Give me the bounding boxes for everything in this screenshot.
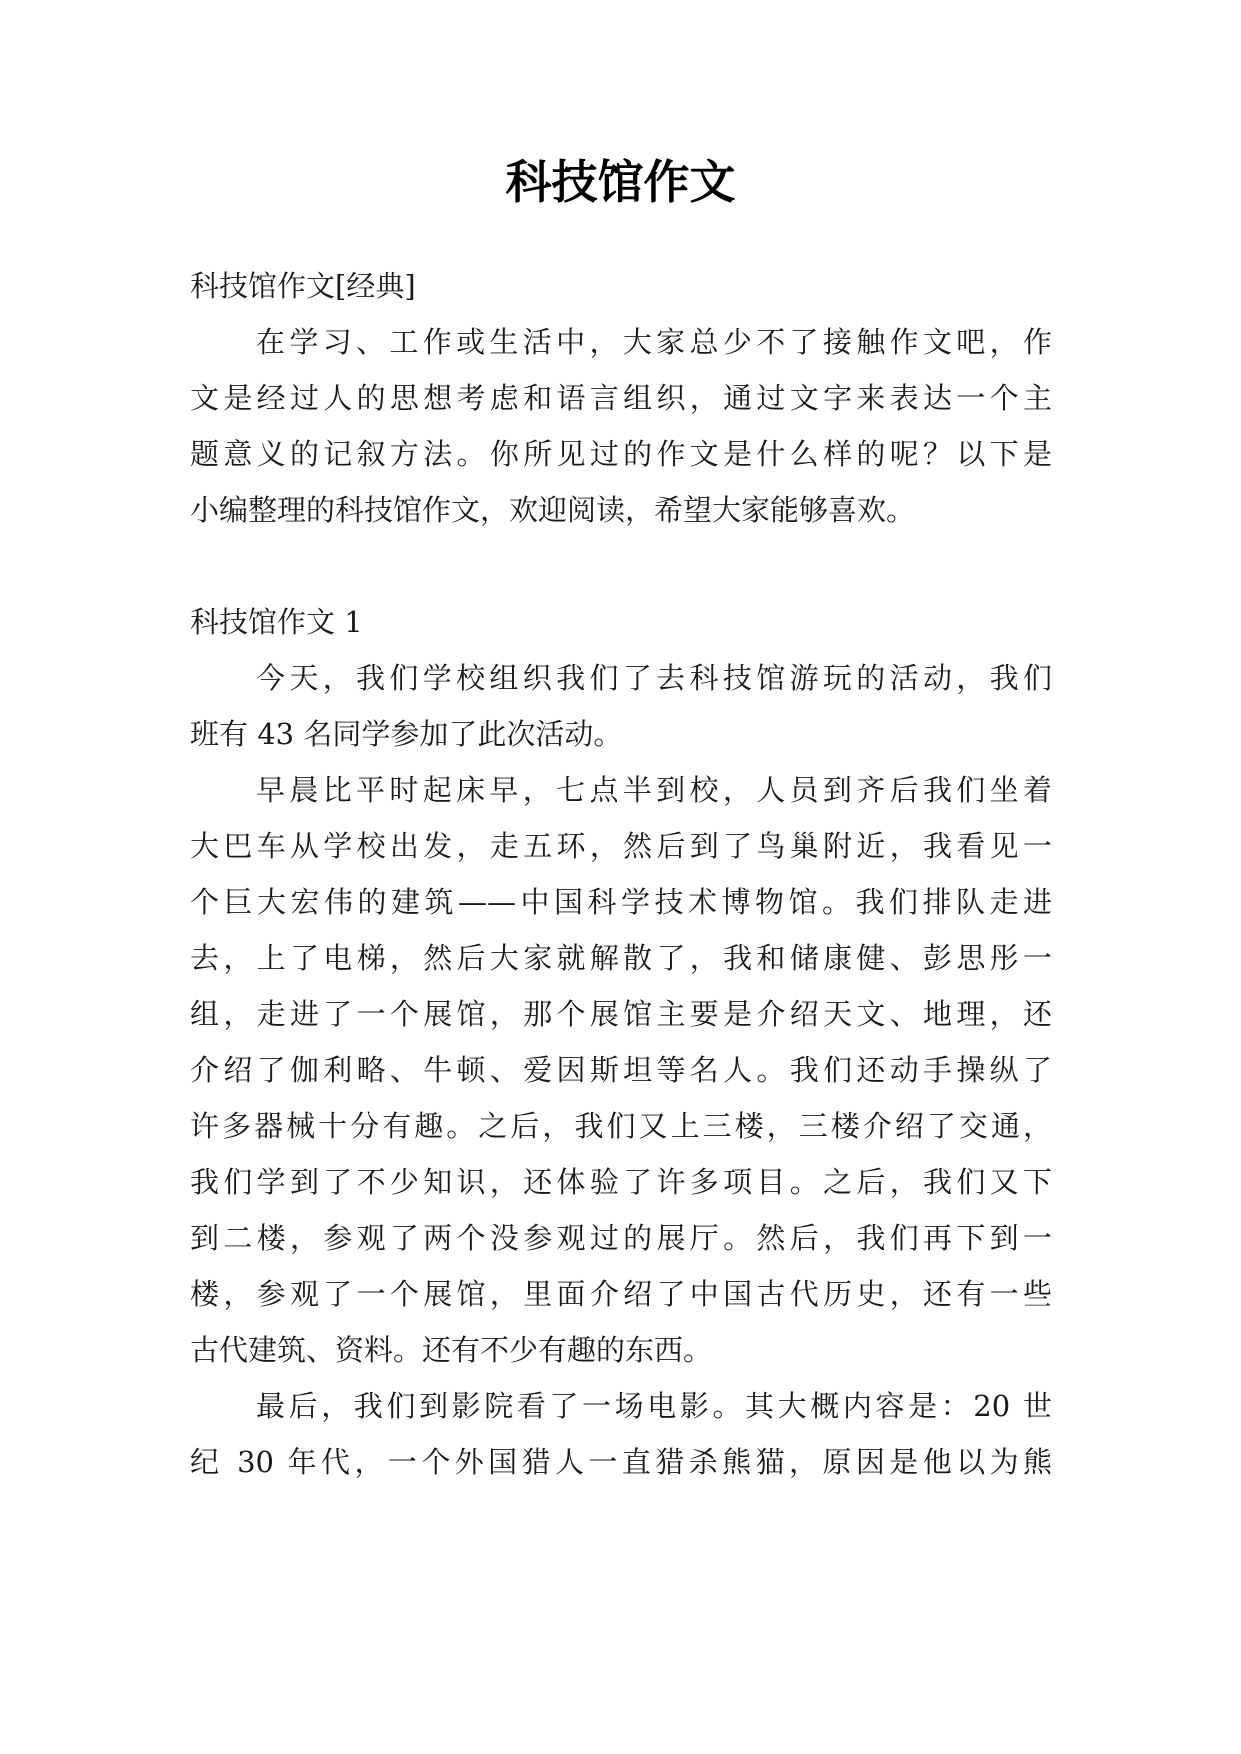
paragraph-line: 大巴车从学校出发，走五环，然后到了鸟巢附近，我看见一: [190, 829, 1052, 863]
paragraph-line: 早晨比平时起床早，七点半到校，人员到齐后我们坐着: [256, 773, 1052, 807]
paragraph-line: 小编整理的科技馆作文，欢迎阅读，希望大家能够喜欢。: [190, 493, 916, 527]
document-subtitle: 科技馆作文[经典]: [190, 269, 416, 303]
paragraph-2: [190, 762, 1052, 1378]
document-body: [190, 258, 1052, 1490]
paragraph-line: 个巨大宏伟的建筑——中国科学技术博物馆。我们排队走进: [190, 885, 1052, 919]
paragraph-line: 在学习、工作或生活中，大家总少不了接触作文吧，作: [256, 325, 1052, 359]
paragraph-line: 题意义的记叙方法。你所见过的作文是什么样的呢？以下是: [190, 437, 1052, 471]
intro-paragraph: [190, 314, 1052, 538]
section-heading: 科技馆作文 1: [190, 605, 363, 639]
paragraph-1: [190, 650, 1052, 762]
paragraph-line: 班有 43 名同学参加了此次活动。: [190, 717, 623, 751]
paragraph-line: 许多器械十分有趣。之后，我们又上三楼，三楼介绍了交通，: [190, 1109, 1052, 1143]
paragraph-3: [190, 1378, 1052, 1490]
paragraph-line: 去，上了电梯，然后大家就解散了，我和储康健、彭思彤一: [190, 941, 1052, 975]
paragraph-line: 最后，我们到影院看了一场电影。其大概内容是：20 世: [256, 1389, 1052, 1423]
document-title: 科技馆作文: [505, 155, 736, 209]
paragraph-line: 楼，参观了一个展馆，里面介绍了中国古代历史，还有一些: [190, 1277, 1052, 1311]
paragraph-line: 纪 30 年代，一个外国猎人一直猎杀熊猫，原因是他以为熊: [190, 1445, 1052, 1479]
paragraph-line: 介绍了伽利略、牛顿、爱因斯坦等名人。我们还动手操纵了: [190, 1053, 1052, 1087]
paragraph-line: 文是经过人的思想考虑和语言组织，通过文字来表达一个主: [190, 381, 1052, 415]
paragraph-line: 今天，我们学校组织我们了去科技馆游玩的活动，我们: [256, 661, 1052, 695]
paragraph-line: 古代建筑、资料。还有不少有趣的东西。: [190, 1333, 713, 1367]
paragraph-line: 我们学到了不少知识，还体验了许多项目。之后，我们又下: [190, 1165, 1052, 1199]
section-gap: [190, 538, 1052, 594]
paragraph-line: 到二楼，参观了两个没参观过的展厅。然后，我们再下到一: [190, 1221, 1052, 1255]
paragraph-line: 组，走进了一个展馆，那个展馆主要是介绍天文、地理，还: [190, 997, 1052, 1031]
